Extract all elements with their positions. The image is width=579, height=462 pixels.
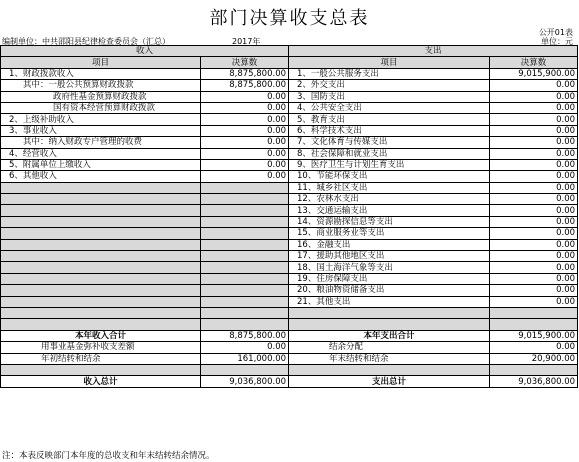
expense-amount: 0.00	[490, 80, 578, 91]
income-item	[1, 182, 201, 193]
income-item: 政府性基金预算财政拨款	[1, 91, 201, 102]
expense-item: 20、粮油物资储备支出	[289, 285, 490, 296]
income-amount	[201, 216, 289, 227]
income-item	[1, 296, 201, 307]
dist-label: 结余分配	[289, 342, 490, 353]
expense-item-header: 项目	[289, 57, 490, 68]
expense-item: 7、文化体育与传媒支出	[289, 137, 490, 148]
income-amount: 8,875,800.00	[201, 68, 289, 79]
income-amount: 0.00	[201, 125, 289, 136]
report-year: 2017年	[232, 37, 261, 46]
table-row	[1, 273, 578, 284]
expense-item: 9、医疗卫生与计划生育支出	[289, 159, 490, 170]
table-row	[1, 159, 578, 170]
income-amount: 0.00	[201, 137, 289, 148]
table-row	[1, 262, 578, 273]
summary-table	[0, 45, 578, 388]
income-amount: 0.00	[201, 159, 289, 170]
expense-amount: 0.00	[490, 285, 578, 296]
income-item: 4、经营收入	[1, 148, 201, 159]
expense-amount: 0.00	[490, 182, 578, 193]
income-item: 其中：纳入财政专户管理的收费	[1, 137, 201, 148]
table-row	[1, 228, 578, 239]
table-row	[1, 137, 578, 148]
spacer	[201, 364, 289, 375]
income-amount: 0.00	[201, 171, 289, 182]
begin-balance-label: 年初结转和结余	[1, 353, 201, 364]
table-row	[1, 171, 578, 182]
expense-sum-label: 支出总计	[289, 376, 490, 387]
total-row	[1, 364, 578, 375]
total-row	[1, 342, 578, 353]
expense-amount: 0.00	[490, 262, 578, 273]
table-row	[1, 296, 578, 307]
expense-item: 12、农林水支出	[289, 194, 490, 205]
expense-amount-header: 决算数	[490, 57, 578, 68]
fund-value: 0.00	[201, 342, 289, 353]
table-row	[1, 148, 578, 159]
income-total-value: 8,875,800.00	[201, 330, 289, 341]
total-row	[1, 376, 578, 387]
income-item: 2、上级补助收入	[1, 114, 201, 125]
expense-amount: 0.00	[490, 228, 578, 239]
income-item: 6、其他收入	[1, 171, 201, 182]
expense-total-value: 9,015,900.00	[490, 330, 578, 341]
income-item	[1, 205, 201, 216]
income-amount	[201, 239, 289, 250]
income-sum-value: 9,036,800.00	[201, 376, 289, 387]
income-amount	[201, 296, 289, 307]
table-row	[1, 251, 578, 262]
income-item: 国有资本经营预算财政拨款	[1, 102, 201, 113]
income-item	[1, 228, 201, 239]
spacer-row	[1, 307, 578, 318]
income-item: 3、事业收入	[1, 125, 201, 136]
expense-amount: 0.00	[490, 171, 578, 182]
income-total-label: 本年收入合计	[1, 330, 201, 341]
total-row	[1, 353, 578, 364]
fund-label: 用事业基金弥补收支差额	[1, 342, 201, 353]
table-row	[1, 102, 578, 113]
table-row	[1, 91, 578, 102]
income-amount	[201, 273, 289, 284]
income-item	[1, 194, 201, 205]
table-row	[1, 125, 578, 136]
expense-item: 14、资源勘探信息等支出	[289, 216, 490, 227]
income-amount	[201, 205, 289, 216]
expense-item: 16、金融支出	[289, 239, 490, 250]
currency-unit: 单位：元	[541, 37, 573, 46]
spacer	[1, 364, 201, 375]
expense-item: 18、国土海洋气象等支出	[289, 262, 490, 273]
expense-item: 6、科学技术支出	[289, 125, 490, 136]
expense-item: 15、商业服务业等支出	[289, 228, 490, 239]
end-balance-value: 20,900.00	[490, 353, 578, 364]
expense-item: 4、公共安全支出	[289, 102, 490, 113]
income-item: 5、附属单位上缴收入	[1, 159, 201, 170]
expense-amount: 0.00	[490, 148, 578, 159]
income-item-header: 项目	[1, 57, 201, 68]
expense-amount: 0.00	[490, 102, 578, 113]
income-amount: 0.00	[201, 148, 289, 159]
expense-item: 21、其他支出	[289, 296, 490, 307]
expense-item: 17、援助其他地区支出	[289, 251, 490, 262]
income-amount	[201, 228, 289, 239]
expense-amount: 0.00	[490, 194, 578, 205]
spacer	[289, 364, 490, 375]
income-amount	[201, 285, 289, 296]
begin-balance-value: 161,000.00	[201, 353, 289, 364]
expense-amount: 0.00	[490, 251, 578, 262]
income-amount	[201, 251, 289, 262]
expense-header: 支出	[289, 46, 578, 57]
expense-amount: 0.00	[490, 159, 578, 170]
income-amount	[201, 262, 289, 273]
income-item	[1, 239, 201, 250]
expense-item: 5、教育支出	[289, 114, 490, 125]
table-row	[1, 114, 578, 125]
expense-amount: 0.00	[490, 125, 578, 136]
income-item: 1、财政拨款收入	[1, 68, 201, 79]
income-amount: 0.00	[201, 102, 289, 113]
income-amount-header: 决算数	[201, 57, 289, 68]
expense-amount: 9,015,900.00	[490, 68, 578, 79]
income-item	[1, 285, 201, 296]
income-amount	[201, 182, 289, 193]
end-balance-label: 年末结转和结余	[289, 353, 490, 364]
expense-amount: 0.00	[490, 205, 578, 216]
footnote: 注：本表反映部门本年度的总收支和年末结转结余情况。	[2, 451, 215, 461]
table-row	[1, 194, 578, 205]
expense-item: 11、城乡社区支出	[289, 182, 490, 193]
income-amount: 8,875,800.00	[201, 80, 289, 91]
income-item	[1, 216, 201, 227]
expense-item: 3、国防支出	[289, 91, 490, 102]
table-row	[1, 182, 578, 193]
spacer-row	[1, 319, 578, 330]
expense-amount: 0.00	[490, 114, 578, 125]
income-item	[1, 262, 201, 273]
income-item	[1, 273, 201, 284]
expense-amount: 0.00	[490, 91, 578, 102]
expense-item: 10、节能环保支出	[289, 171, 490, 182]
spacer	[490, 364, 578, 375]
income-amount	[201, 194, 289, 205]
table-row	[1, 216, 578, 227]
expense-amount: 0.00	[490, 296, 578, 307]
expense-item: 13、交通运输支出	[289, 205, 490, 216]
page-title: 部门决算收支总表	[209, 8, 370, 29]
income-amount: 0.00	[201, 91, 289, 102]
total-row	[1, 330, 578, 341]
dist-value: 0.00	[490, 342, 578, 353]
expense-total-label: 本年支出合计	[289, 330, 490, 341]
income-header: 收入	[1, 46, 289, 57]
expense-amount: 0.00	[490, 137, 578, 148]
income-amount: 0.00	[201, 114, 289, 125]
table-row	[1, 80, 578, 91]
form-number: 公开01表	[538, 28, 573, 37]
income-sum-label: 收入总计	[1, 376, 201, 387]
expense-amount: 0.00	[490, 216, 578, 227]
expense-sum-value: 9,036,800.00	[490, 376, 578, 387]
table-row	[1, 285, 578, 296]
reporting-unit: 编制单位：中共邵阳县纪律检查委员会（汇总）	[2, 37, 170, 46]
income-item	[1, 251, 201, 262]
expense-amount: 0.00	[490, 239, 578, 250]
table-row	[1, 205, 578, 216]
table-row	[1, 68, 578, 79]
table-row	[1, 239, 578, 250]
expense-amount: 0.00	[490, 273, 578, 284]
expense-item: 1、一般公共服务支出	[289, 68, 490, 79]
expense-item: 8、社会保障和就业支出	[289, 148, 490, 159]
expense-item: 19、住房保障支出	[289, 273, 490, 284]
expense-item: 2、外交支出	[289, 80, 490, 91]
income-item: 其中：一般公共预算财政拨款	[1, 80, 201, 91]
